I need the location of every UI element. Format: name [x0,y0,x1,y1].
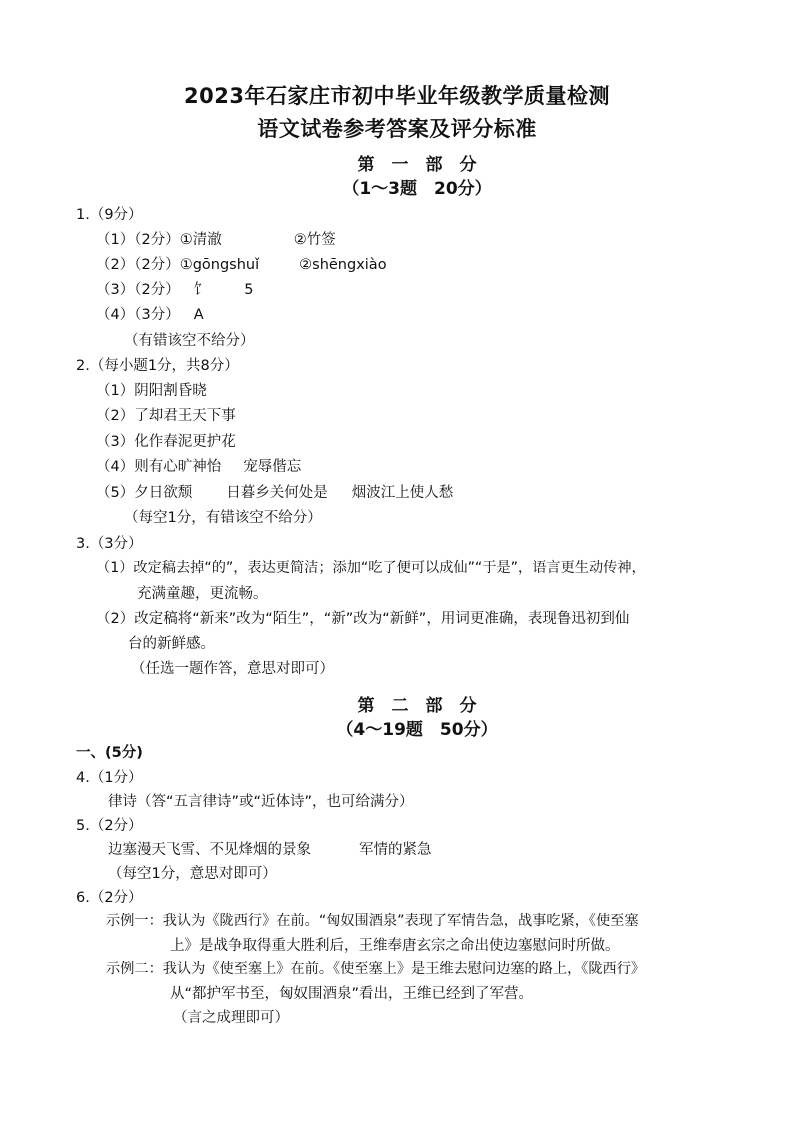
q1-sub3-answer-a: 饣 [193,282,209,298]
q6-label: 6.（2分） [76,890,143,906]
q3-sub1-line2: 充满童趣，更流畅。 [137,586,268,602]
q5-label: 5.（2分） [76,818,143,834]
part2-subheading: （4～19题 50分） [336,720,498,740]
q2-sub4-answer-b: 宠辱偕忘 [243,459,302,475]
q1-sub2-answer-a: ①gōngshuǐ [179,257,260,273]
q4-answer: 律诗（答“五言律诗”或“近体诗”，也可给满分） [108,794,414,810]
q2-sub4-answer-a: （4）则有心旷神怡 [96,459,222,475]
q3-sub2-line1: （2）改定稿将“新来”改为“陌生”，“新”改为“新鲜”，用词更准确，表现鲁迅初到仙 [96,611,630,627]
q1-sub2-answer-b: ②shēngxiào [299,257,387,273]
q3-sub1-line1: （1）改定稿去掉“的”，表达更简洁；添加“吃了便可以成仙”“于是”，语言更生动传神， [96,560,646,576]
q5-answer-a: 边塞漫天飞雪、不见烽烟的景象 [108,842,311,858]
q2-sub5-answer-c: 烟波江上使人愁 [351,485,454,501]
q6-example2-line1: 示例二：我认为《使至塞上》在前。《使至塞上》是王维去慰问边塞的路上，《陇西行》 [106,961,646,977]
q5-answers [108,838,432,859]
q1-sub4-answer: A [193,307,204,323]
q2-sub5 [96,481,453,502]
q5-answer-b: 军情的紧急 [359,842,432,858]
q3-note: （任选一题作答，意思对即可） [131,661,334,677]
q1-sub3-label: （3）（2分） [96,282,180,298]
q5-note: （每空1分，意思对即可） [108,866,277,882]
q6-example1-line2: 上》是战争取得重大胜利后，王维奉唐玄宗之命出使边塞慰问时所做。 [170,938,620,954]
q6-note: （言之成理即可） [173,1010,289,1026]
q1-sub4-label: （4）（3分） [96,307,180,323]
q1-label: 1.（9分） [76,207,143,223]
q3-sub2-line2: 台的新鲜感。 [128,636,215,652]
q2-sub4 [96,455,301,476]
q6-example2-line2: 从“都护军书至，匈奴围酒泉”看出，王维已经到了军营。 [170,986,534,1002]
q1-sub4 [96,303,204,324]
q2-sub2: （2）了却君王天下事 [96,408,236,424]
q2-sub1: （1）阴阳割昏晓 [96,383,207,399]
q6-example1-line1: 示例一：我认为《陇西行》在前。“匈奴围酒泉”表现了军情告急，战事吃紧，《使至塞 [106,913,639,929]
q2-sub5-answer-b: 日暮乡关何处是 [226,485,328,501]
q2-sub5-answer-a: （5）夕日欲颓 [96,485,193,501]
q1-sub3-answer-b: 5 [244,282,254,298]
part2-heading: 第 二 部 分 [357,696,477,716]
section-1-label: 一、(5分) [76,745,143,761]
q3-label: 3.（3分） [76,536,143,552]
document-subtitle: 语文试卷参考答案及评分标准 [257,117,537,141]
q1-sub2 [96,253,387,274]
q1-sub1-answer-a: ①清澈 [179,232,222,248]
part1-heading: 第 一 部 分 [357,155,477,175]
q4-label: 4.（1分） [76,770,143,786]
q2-sub3: （3）化作春泥更护花 [96,434,236,450]
q2-label: 2.（每小题1分，共8分） [76,358,239,374]
q1-sub1-label: （1）（2分） [96,232,180,248]
q1-sub1 [96,228,336,249]
q2-note: （每空1分，有错该空不给分） [124,510,322,526]
q1-note: （有错该空不给分） [124,333,255,349]
part1-subheading: （1～3题 20分） [342,179,492,199]
document-title: 2023年石家庄市初中毕业年级教学质量检测 [184,84,610,108]
q1-sub2-label: （2）（2分） [96,257,180,273]
q1-sub1-answer-b: ②竹签 [293,232,336,248]
q1-sub3 [96,278,253,299]
